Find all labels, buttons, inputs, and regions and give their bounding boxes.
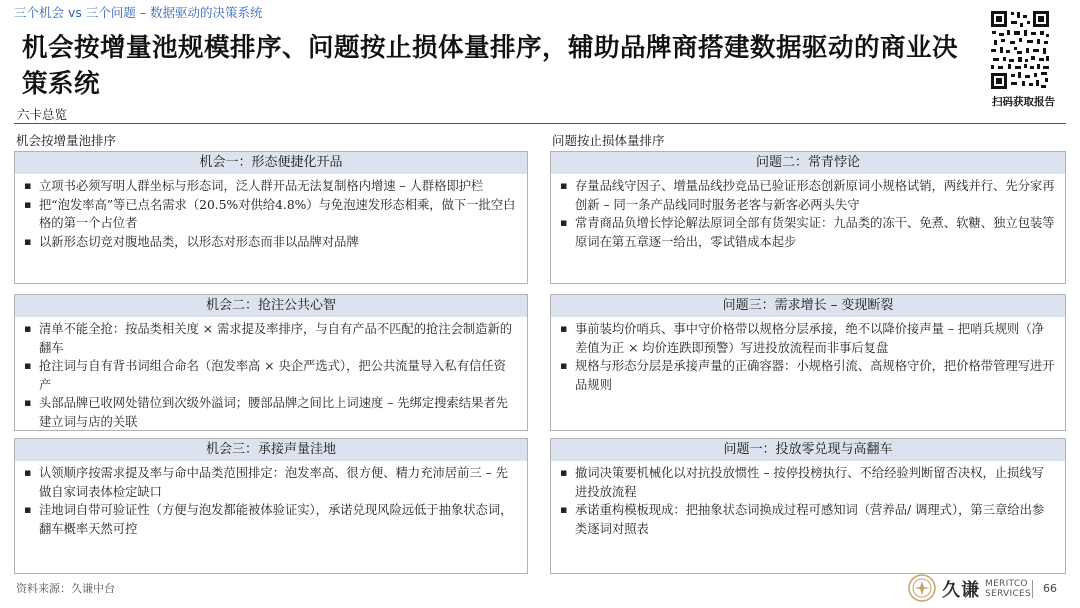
opportunity-card-1 (14, 151, 528, 284)
problem-card-3 (550, 294, 1066, 431)
bullet-item: ▪ 规格与形态分层是承接声量的正确容器：小规格引流、高规格守价，把价格带管理写进开品规则 (559, 357, 1055, 394)
company-logo-en: MERITCO (985, 579, 1028, 589)
opportunity-card-3 (14, 438, 528, 574)
card-title: 问题一：投放零兑现与高翻车 (551, 439, 1065, 461)
company-seal-icon (907, 573, 937, 603)
source-note: 资料来源：久谦中台 (16, 582, 115, 595)
qr-caption: 扫码获取报告 (992, 96, 1055, 108)
page-number: 66 (1043, 582, 1057, 595)
bullet-item: ▪ 事前装均价哨兵、事中守价格带以规格分层承接，绝不以降价接声量 – 把哨兵规则（净差值为正 × 均价连跌即预警）写进投放流程而非事后复盘 (559, 320, 1055, 357)
bullet-item: ▪ 存量品线守因子、增量品线抄竞品已验证形态创新原词小规格试销，两线并行、先分家再创新 – 同一条产品线同时服务老客与新客必两头失守 (559, 177, 1055, 214)
bullet-list (551, 317, 1065, 394)
bullet-item: ▪ 洼地词自带可验证性（方便与泡发都能被体验证实），承诺兑现风险远低于抽象状态词，翻车概率天然可控 (23, 501, 517, 538)
bullet-item: ▪ 立项书必须写明人群坐标与形态词，泛人群开品无法复制格内增速 – 人群格即护栏 (23, 177, 517, 196)
problem-card-2 (550, 151, 1066, 284)
bullet-list (551, 174, 1065, 251)
bullet-item: ▪ 常青商品负增长悖论解法原词全部有货架实证：九品类的冻干、免煮、软糖、独立包装等原词在第五章逐一给出，零试错成本起步 (559, 214, 1055, 251)
bullet-item: ▪ 头部品牌已收网处错位到次级外溢词；腰部品牌之间比上词速度 – 先绑定搜索结果者先建立词与店的关联 (23, 394, 517, 431)
bullet-item: ▪ 认领顺序按需求提及率与命中品类范围排定：泡发率高、很方便、精力充沛居前三 – 先做自家词表体检定缺口 (23, 464, 517, 501)
breadcrumb: 三个机会 vs 三个问题 – 数据驱动的决策系统 (14, 5, 263, 20)
company-logo: 久谦 (942, 580, 980, 601)
header-divider (14, 123, 1066, 124)
bullet-list (551, 461, 1065, 538)
card-title: 问题三：需求增长 – 变现断裂 (551, 295, 1065, 317)
company-logo-en: SERVICES (985, 589, 1032, 599)
bullet-item: ▪ 以新形态切竞对腹地品类，以形态对形态而非以品牌对品牌 (23, 233, 517, 252)
section-label: 六卡总览 (17, 107, 68, 122)
bullet-list (15, 174, 527, 251)
footer-divider (1032, 580, 1033, 598)
bullet-list (15, 317, 527, 432)
bullet-list (15, 461, 527, 538)
card-title: 机会一：形态便捷化开品 (15, 152, 527, 174)
bullet-item: ▪ 把“泡发率高”等已点名需求（20.5%对供给4.8%）与免泡速发形态相乘，做下一批空白格的第一个占位者 (23, 196, 517, 233)
bullet-item: ▪ 承诺重构模板现成：把抽象状态词换成过程可感知词（营养品/ 调理式），第三章给出参类逐词对照表 (559, 501, 1055, 538)
card-title: 问题二：常青悖论 (551, 152, 1065, 174)
problem-card-1 (550, 438, 1066, 574)
qr-code-icon (989, 9, 1051, 91)
card-title: 机会二：抢注公共心智 (15, 295, 527, 317)
page-title: 机会按增量池规模排序、问题按止损体量排序，辅助品牌商搭建数据驱动的商业决策系统 (22, 33, 959, 99)
right-column-heading: 问题按止损体量排序 (552, 133, 665, 148)
card-title: 机会三：承接声量洼地 (15, 439, 527, 461)
left-column-heading: 机会按增量池排序 (16, 133, 117, 148)
opportunity-card-2 (14, 294, 528, 431)
bullet-item: ▪ 清单不能全抢：按品类相关度 × 需求提及率排序，与自有产品不匹配的抢注会制造新的翻车 (23, 320, 517, 357)
bullet-item: ▪ 抢注词与自有背书词组合命名（泡发率高 × 央企严选式），把公共流量导入私有信任资产 (23, 357, 517, 394)
bullet-item: ▪ 撤词决策要机械化以对抗投放惯性 – 按停投榜执行、不给经验判断留否决权，止损线写进投放流程 (559, 464, 1055, 501)
